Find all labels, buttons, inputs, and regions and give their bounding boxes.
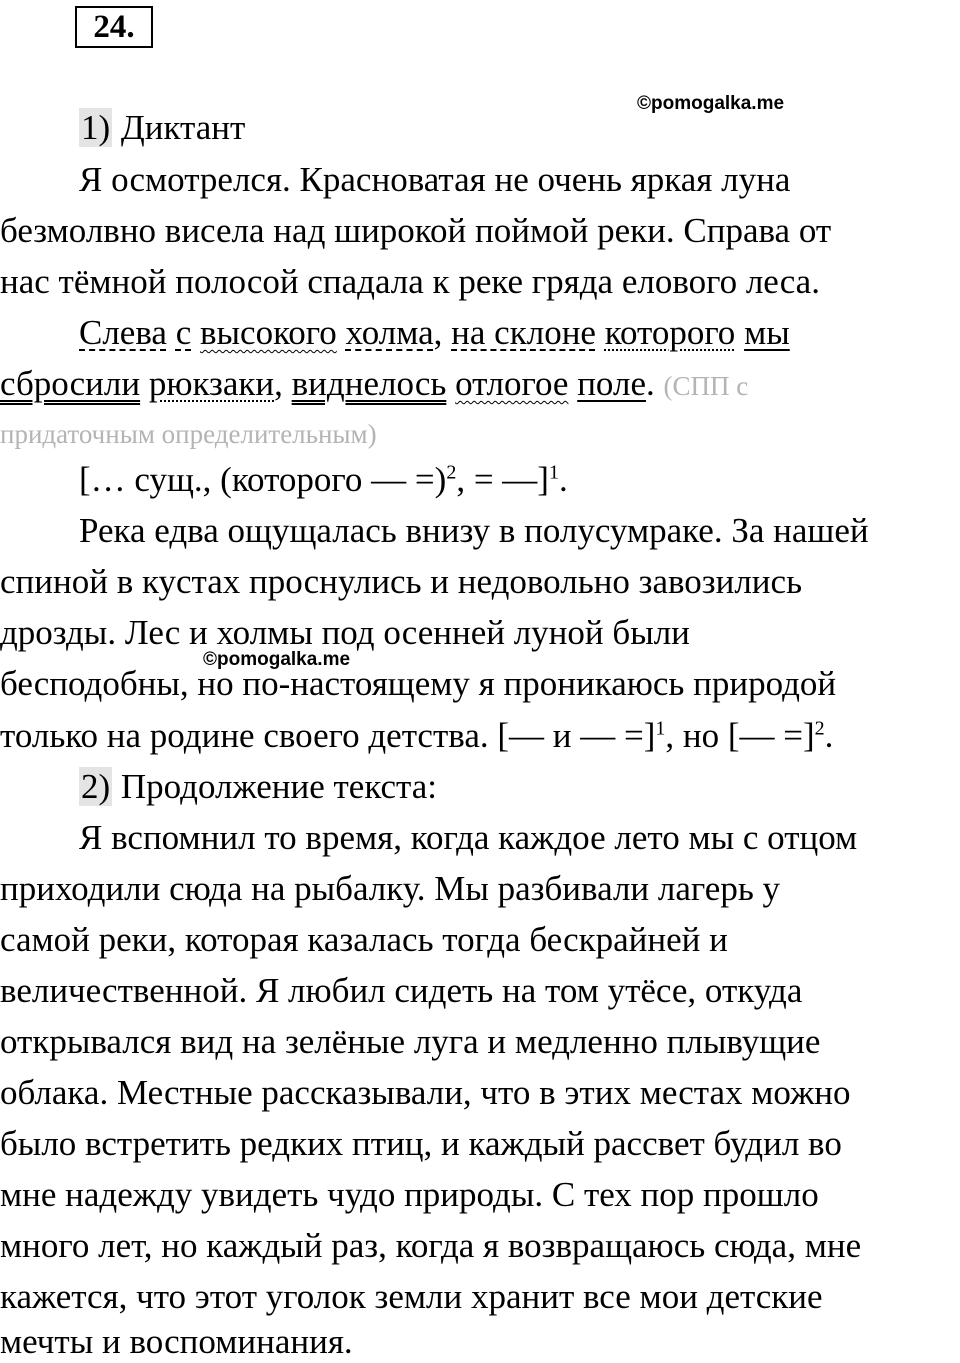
text-line: было встретить редких птиц, и каждый рассвет будил во: [0, 1124, 842, 1163]
text-line: мне надежду увидеть чудо природы. С тех пор прошло: [0, 1175, 819, 1214]
sentence-type-note-cont: придаточным определительным): [0, 419, 377, 449]
scheme-index: 2: [814, 717, 825, 740]
part-number: 2): [81, 767, 111, 806]
analyzed-sentence-line2: [0, 364, 748, 406]
watermark: ©pomogalka.me: [203, 649, 351, 670]
part2-heading: [79, 767, 437, 807]
scheme-text: , но [— =]: [665, 716, 815, 755]
part-number: 1): [81, 108, 111, 147]
analyzed-sentence-line1: [79, 313, 790, 353]
adverbial-word: холма: [345, 313, 434, 352]
task-number: 24.: [75, 6, 153, 48]
heading-text: Продолжение текста:: [120, 767, 437, 806]
adverbial-word: с: [175, 313, 192, 352]
text-line-with-scheme: [0, 716, 833, 756]
text-line: самой реки, которая казалась тогда бескрайней и: [0, 920, 728, 959]
text-line: мечты и воспоминания.: [0, 1322, 353, 1361]
predicate-word: сбросили: [0, 364, 141, 403]
scheme-index: 2: [446, 461, 457, 484]
text-line: Река едва ощущалась внизу в полусумраке. За нашей: [79, 511, 869, 550]
heading-text: Диктант: [120, 108, 246, 147]
scheme-text: , = —]: [456, 460, 549, 499]
punctuation: .: [558, 460, 568, 499]
punctuation: ,: [433, 313, 443, 352]
sentence-scheme: [79, 460, 568, 500]
scheme-text: [… сущ., (которого — =): [79, 460, 447, 499]
scheme-text: только на родине своего детства. [— и — =]: [0, 716, 656, 755]
text-line: много лет, но каждый раз, когда я возвращаюсь сюда, мне: [0, 1226, 862, 1265]
text-line: Я осмотрелся. Красноватая не очень яркая луна: [79, 160, 791, 199]
text-line: Я вспомнил то время, когда каждое лето мы с отцом: [79, 818, 858, 857]
text-line: приходили сюда на рыбалку. Мы разбивали лагерь у: [0, 869, 781, 908]
text-line: дрозды. Лес и холмы под осенней луной были: [0, 613, 690, 652]
text-line: бесподобны, но по-настоящему я проникаюсь природой: [0, 664, 837, 703]
text-line: безмолвно висела над широкой поймой реки. Справа от: [0, 211, 832, 250]
sentence-type-note: (СПП с: [663, 371, 749, 401]
punctuation: .: [824, 716, 834, 755]
scheme-index: 1: [548, 461, 559, 484]
text-line: спиной в кустах проснулись и недовольно завозились: [0, 562, 803, 601]
object-word: которого: [604, 313, 736, 352]
subject-word: мы: [744, 313, 790, 352]
text-line: кажется, что этот уголок земли хранит все мои детские: [0, 1277, 823, 1316]
predicate-word: виднелось: [291, 364, 447, 403]
object-word: рюкзаки: [148, 364, 275, 403]
part1-heading: [79, 108, 245, 148]
scheme-index: 1: [655, 717, 666, 740]
text-line: нас тёмной полосой спадала к реке гряда елового леса.: [0, 262, 820, 301]
watermark: ©pomogalka.me: [637, 93, 785, 114]
punctuation: .: [645, 364, 655, 403]
text-line: открывался вид на зелёные луга и медленно плывущие: [0, 1022, 821, 1061]
subject-word: поле: [577, 364, 646, 403]
punctuation: ,: [274, 364, 283, 403]
text-line: величественной. Я любил сидеть на том утёсе, откуда: [0, 971, 803, 1010]
adverbial-word: Слева: [79, 313, 167, 352]
attribute-word: отлогое: [455, 364, 569, 403]
adverbial-word: на склоне: [451, 313, 596, 352]
attribute-word: высокого: [200, 313, 337, 352]
text-line: облака. Местные рассказывали, что в этих местах можно: [0, 1073, 851, 1112]
